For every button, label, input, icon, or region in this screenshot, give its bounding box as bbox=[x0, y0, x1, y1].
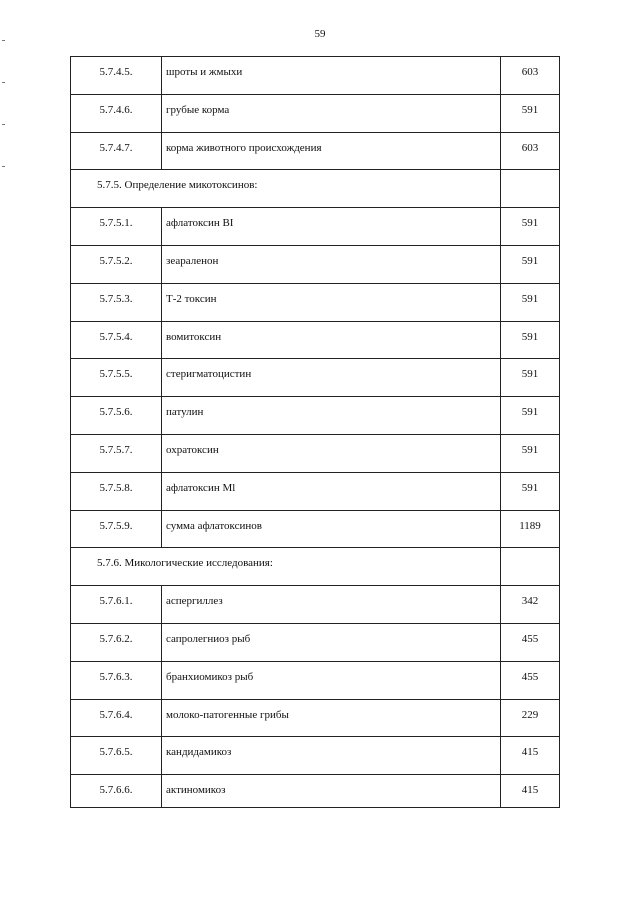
item-price-cell bbox=[501, 434, 560, 472]
item-price: 455 bbox=[521, 632, 539, 645]
item-price: 591 bbox=[521, 103, 539, 116]
scan-margin-marks bbox=[2, 40, 8, 240]
item-price-cell bbox=[501, 623, 560, 661]
item-name: стеригматоцистин bbox=[166, 368, 252, 381]
table-row bbox=[71, 359, 560, 397]
item-code: 5.7.5.2. bbox=[99, 254, 133, 267]
page-number: 59 bbox=[314, 28, 326, 40]
price-table bbox=[70, 56, 560, 808]
item-name: зеараленон bbox=[166, 254, 219, 267]
item-code: 5.7.6.2. bbox=[99, 632, 133, 645]
item-code-cell bbox=[71, 132, 162, 170]
item-code-cell bbox=[71, 321, 162, 359]
item-code: 5.7.5.9. bbox=[99, 519, 133, 532]
item-name: кандидамикоз bbox=[166, 746, 232, 759]
item-name-cell bbox=[162, 245, 501, 283]
item-code-cell bbox=[71, 775, 162, 808]
item-price: 591 bbox=[521, 254, 539, 267]
item-code: 5.7.5.3. bbox=[99, 292, 133, 305]
table-row bbox=[71, 472, 560, 510]
empty-price-cell bbox=[501, 170, 560, 208]
item-name-cell bbox=[162, 737, 501, 775]
item-code-cell bbox=[71, 245, 162, 283]
item-code: 5.7.5.5. bbox=[99, 368, 133, 381]
item-code: 5.7.5.8. bbox=[99, 481, 133, 494]
item-price-cell bbox=[501, 472, 560, 510]
item-price-cell bbox=[501, 737, 560, 775]
item-name-cell bbox=[162, 359, 501, 397]
item-price: 591 bbox=[521, 217, 539, 230]
item-code: 5.7.4.5. bbox=[99, 66, 133, 78]
table-row bbox=[71, 623, 560, 661]
table-row bbox=[71, 208, 560, 246]
item-name: аспергиллез bbox=[166, 595, 223, 608]
item-name: Т-2 токсин bbox=[166, 292, 217, 305]
item-name: бранхиомикоз рыб bbox=[166, 670, 254, 683]
item-price-cell bbox=[501, 661, 560, 699]
item-code-cell bbox=[71, 434, 162, 472]
item-code: 5.7.6.5. bbox=[99, 746, 133, 759]
item-price-cell bbox=[501, 245, 560, 283]
item-code-cell bbox=[71, 57, 162, 95]
item-name: грубые корма bbox=[166, 103, 230, 116]
item-price: 591 bbox=[521, 330, 539, 343]
item-name: охратоксин bbox=[166, 443, 219, 456]
item-code: 5.7.6.1. bbox=[99, 595, 133, 608]
price-table-body bbox=[71, 57, 560, 808]
table-row bbox=[71, 737, 560, 775]
item-price: 603 bbox=[521, 141, 539, 154]
item-name: шроты и жмыхи bbox=[166, 66, 243, 78]
item-price: 603 bbox=[521, 66, 539, 78]
item-price-cell bbox=[501, 208, 560, 246]
item-name-cell bbox=[162, 208, 501, 246]
item-name: патулин bbox=[166, 406, 204, 419]
table-row bbox=[71, 321, 560, 359]
table-row bbox=[71, 699, 560, 737]
item-code-cell bbox=[71, 94, 162, 132]
item-price-cell bbox=[501, 586, 560, 624]
item-price-cell bbox=[501, 699, 560, 737]
table-row bbox=[71, 283, 560, 321]
item-name-cell bbox=[162, 57, 501, 95]
item-price-cell bbox=[501, 321, 560, 359]
item-code: 5.7.5.1. bbox=[99, 217, 133, 230]
item-name-cell bbox=[162, 586, 501, 624]
item-name: сапролегниоз рыб bbox=[166, 632, 251, 645]
item-code-cell bbox=[71, 699, 162, 737]
item-name-cell bbox=[162, 283, 501, 321]
item-price: 229 bbox=[521, 708, 539, 721]
section-row bbox=[71, 548, 560, 586]
item-price: 591 bbox=[521, 443, 539, 456]
item-price-cell bbox=[501, 397, 560, 435]
item-name-cell bbox=[162, 94, 501, 132]
table-row bbox=[71, 245, 560, 283]
section-title-cell bbox=[71, 548, 501, 586]
item-code-cell bbox=[71, 472, 162, 510]
section-title: 5.7.5. Определение микотоксинов: bbox=[97, 179, 258, 192]
table-row bbox=[71, 434, 560, 472]
item-price: 455 bbox=[521, 670, 539, 683]
item-code-cell bbox=[71, 208, 162, 246]
table-row bbox=[71, 586, 560, 624]
item-code: 5.7.4.7. bbox=[99, 141, 133, 154]
table-row bbox=[71, 132, 560, 170]
item-code-cell bbox=[71, 661, 162, 699]
item-name-cell bbox=[162, 434, 501, 472]
item-code: 5.7.5.4. bbox=[99, 330, 133, 343]
table-row bbox=[71, 397, 560, 435]
item-name-cell bbox=[162, 397, 501, 435]
table-row bbox=[71, 775, 560, 808]
item-price: 591 bbox=[521, 481, 539, 494]
item-price-cell bbox=[501, 57, 560, 95]
item-code-cell bbox=[71, 623, 162, 661]
item-code: 5.7.5.6. bbox=[99, 406, 133, 419]
item-code-cell bbox=[71, 283, 162, 321]
item-code-cell bbox=[71, 586, 162, 624]
empty-price-cell bbox=[501, 548, 560, 586]
item-name: афлатоксин Ml bbox=[166, 481, 236, 494]
table-row bbox=[71, 94, 560, 132]
item-price: 415 bbox=[521, 784, 539, 797]
item-name: сумма афлатоксинов bbox=[166, 519, 262, 532]
table-row bbox=[71, 510, 560, 548]
item-name-cell bbox=[162, 623, 501, 661]
item-name-cell bbox=[162, 472, 501, 510]
item-price-cell bbox=[501, 359, 560, 397]
section-title-cell bbox=[71, 170, 501, 208]
item-name: афлатоксин BI bbox=[166, 217, 234, 230]
item-code-cell bbox=[71, 737, 162, 775]
item-name: корма животного происхождения bbox=[166, 141, 322, 154]
item-name-cell bbox=[162, 661, 501, 699]
item-code: 5.7.6.3. bbox=[99, 670, 133, 683]
item-name: актиномикоз bbox=[166, 784, 226, 797]
item-price: 342 bbox=[521, 595, 539, 608]
item-name-cell bbox=[162, 775, 501, 808]
item-price-cell bbox=[501, 132, 560, 170]
item-price-cell bbox=[501, 775, 560, 808]
item-price: 1189 bbox=[519, 519, 541, 532]
item-code-cell bbox=[71, 510, 162, 548]
item-price: 415 bbox=[521, 746, 539, 759]
item-price-cell bbox=[501, 94, 560, 132]
item-code: 5.7.5.7. bbox=[99, 443, 133, 456]
item-code: 5.7.6.4. bbox=[99, 708, 133, 721]
item-name-cell bbox=[162, 510, 501, 548]
item-price: 591 bbox=[521, 292, 539, 305]
item-code-cell bbox=[71, 397, 162, 435]
item-price: 591 bbox=[521, 406, 539, 419]
table-row bbox=[71, 57, 560, 95]
item-code: 5.7.6.6. bbox=[99, 784, 133, 797]
item-name-cell bbox=[162, 699, 501, 737]
item-name-cell bbox=[162, 132, 501, 170]
item-price-cell bbox=[501, 283, 560, 321]
section-title: 5.7.6. Микологические исследования: bbox=[97, 557, 273, 570]
section-row bbox=[71, 170, 560, 208]
item-price: 591 bbox=[521, 368, 539, 381]
table-row bbox=[71, 661, 560, 699]
item-name: вомитоксин bbox=[166, 330, 222, 343]
item-price-cell bbox=[501, 510, 560, 548]
item-name: молоко-патогенные грибы bbox=[166, 708, 289, 721]
item-name-cell bbox=[162, 321, 501, 359]
item-code-cell bbox=[71, 359, 162, 397]
item-code: 5.7.4.6. bbox=[99, 103, 133, 116]
